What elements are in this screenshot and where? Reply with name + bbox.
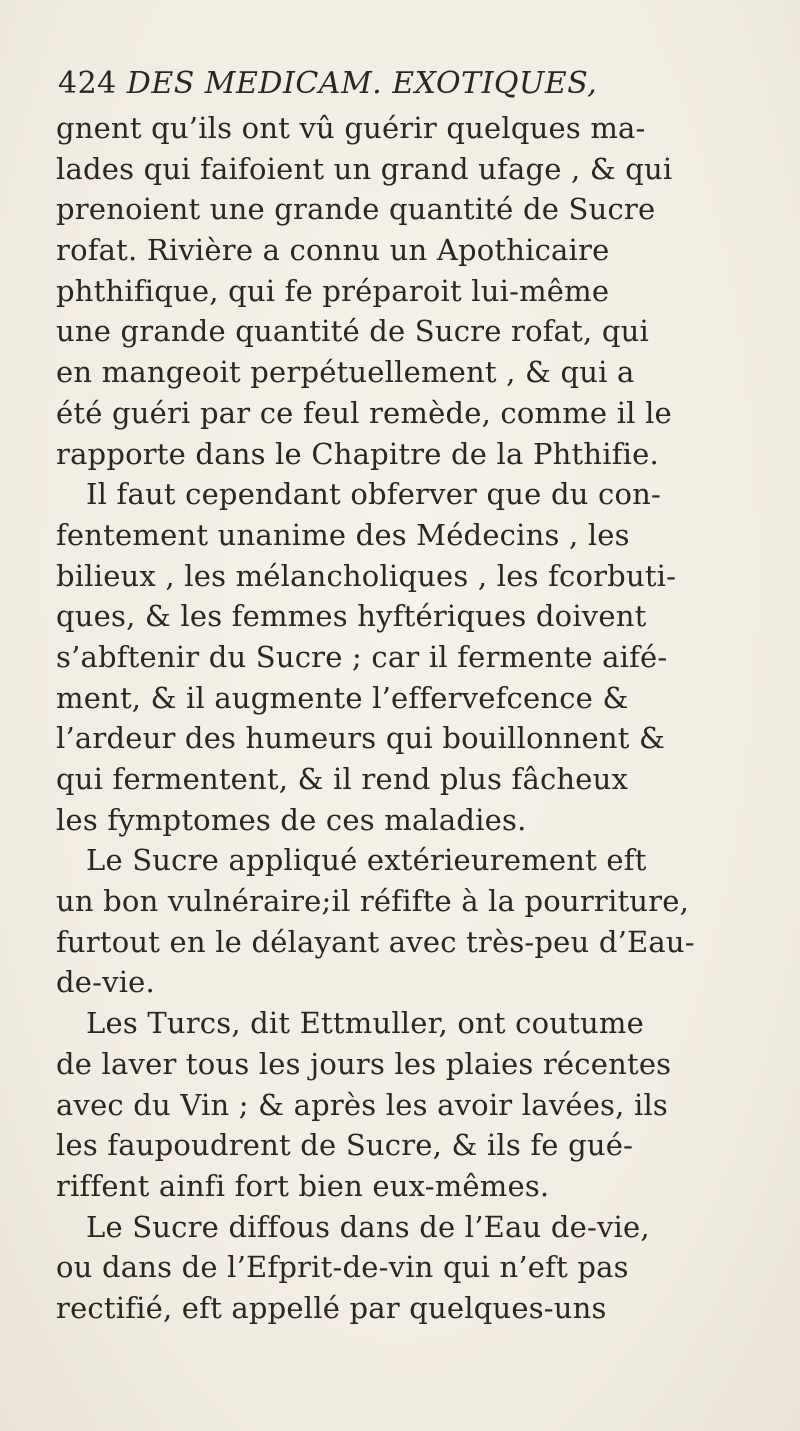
text-line: rapporte dans le Chapitre de la Phthifie. — [56, 436, 659, 471]
paragraph-start: Le Sucre diffous dans de l’Eau de-vie, — [86, 1209, 650, 1244]
text-line: un bon vulnéraire;il réfifte à la pourriture, — [56, 884, 690, 919]
text-line: une grande quantité de Sucre rofat, qui — [56, 314, 649, 349]
paragraph-start: Il faut cependant obferver que du con- — [86, 477, 661, 512]
text-line: furtout en le délayant avec très-peu d’Eau- — [56, 924, 695, 959]
text-line: ou dans de l’Efprit-de-vin qui n’eft pas — [56, 1250, 629, 1285]
text-line: rectifié, eft appellé par quelques-uns — [56, 1290, 607, 1325]
running-title: DES MEDICAM. EXOTIQUES, — [126, 66, 598, 101]
text-line: rofat. Rivière a connu un Apothicaire — [56, 233, 610, 268]
page-number: 424 — [58, 66, 117, 101]
text-line: prenoient une grande quantité de Sucre — [56, 192, 656, 227]
text-line: lades qui faifoient un grand ufage , & qui — [56, 151, 673, 186]
text-line: été guéri par ce feul remède, comme il le — [56, 395, 672, 430]
running-header — [58, 66, 597, 101]
text-line: riffent ainfi fort bien eux-mêmes. — [56, 1168, 550, 1203]
text-line: bilieux , les mélancholiques , les fcorbuti- — [56, 558, 677, 593]
text-line: phthifique, qui fe préparoit lui-même — [56, 273, 610, 308]
text-line: en mangeoit perpétuellement , & qui a — [56, 355, 635, 390]
text-line: ques, & les femmes hyftériques doivent — [56, 599, 647, 634]
text-line: l’ardeur des humeurs qui bouillonnent & — [56, 721, 666, 756]
text-line: s’abftenir du Sucre ; car il fermente aifé- — [56, 639, 668, 674]
text-line: les fymptomes de ces maladies. — [56, 802, 527, 837]
text-line: avec du Vin ; & après les avoir lavées, ils — [56, 1087, 669, 1122]
text-line: gnent qu’ils ont vû guérir quelques ma- — [56, 111, 646, 145]
paragraph-start: Le Sucre appliqué extérieurement eft — [86, 843, 647, 878]
paragraph-start: Les Turcs, dit Ettmuller, ont coutume — [86, 1006, 644, 1041]
text-line: de laver tous les jours les plaies récentes — [56, 1046, 672, 1081]
text-line: qui fermentent, & il rend plus fâcheux — [56, 762, 629, 796]
text-line: ment, & il augmente l’effervefcence & — [56, 680, 629, 715]
body-text — [56, 108, 756, 1329]
text-line: les faupoudrent de Sucre, & ils fe gué- — [56, 1128, 634, 1163]
text-line: de-vie. — [56, 965, 155, 1000]
text-line: fentement unanime des Médecins , les — [56, 517, 630, 552]
